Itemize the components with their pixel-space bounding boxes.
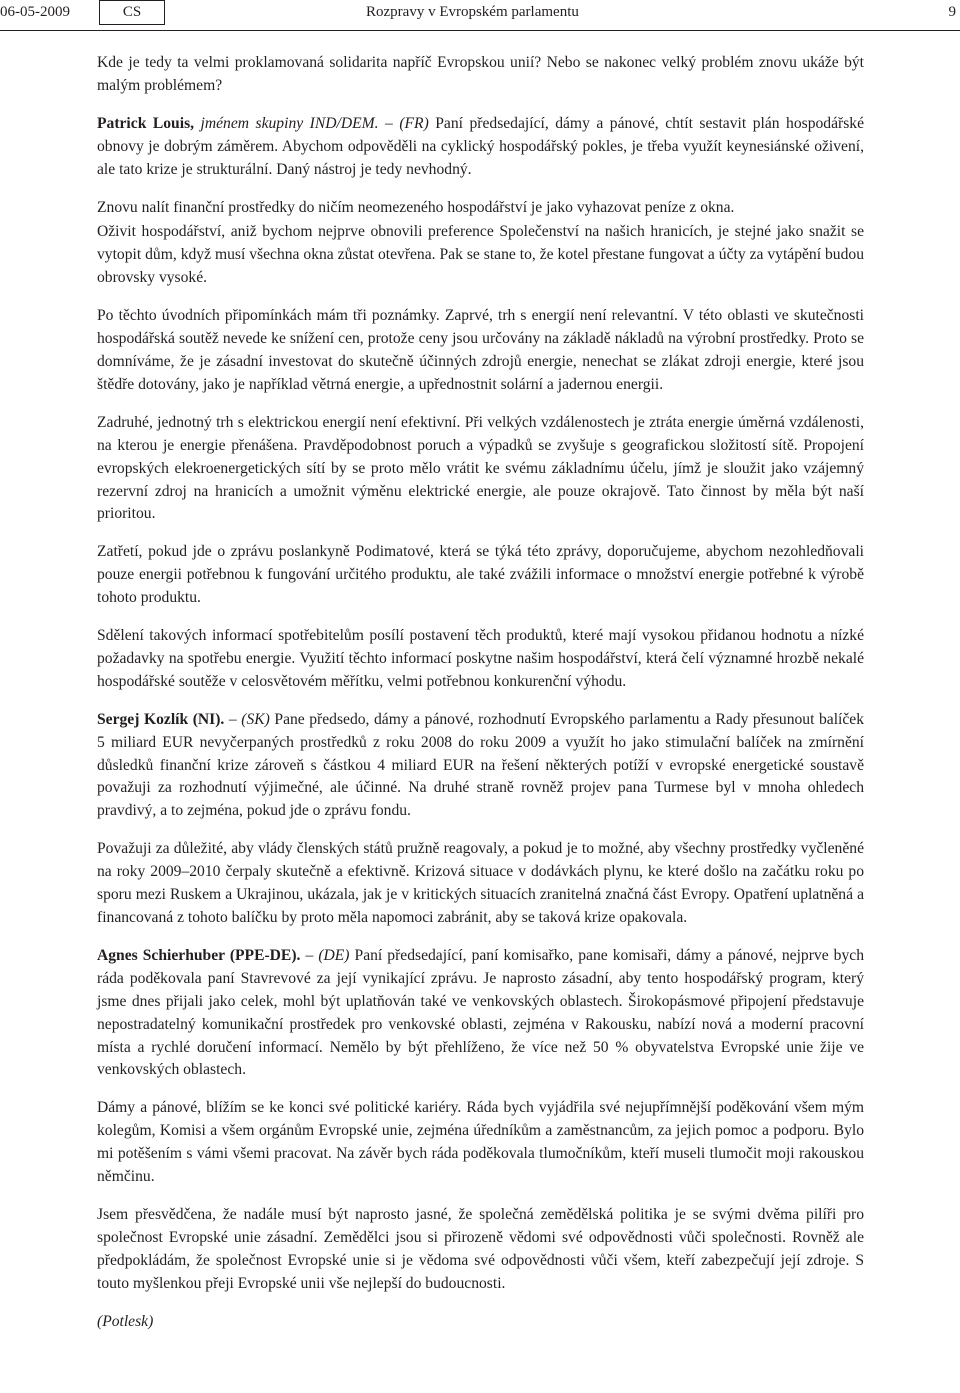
paragraph bbox=[97, 838, 864, 930]
page-number: 9 bbox=[948, 4, 956, 20]
paragraph bbox=[97, 305, 864, 397]
paragraph bbox=[97, 1204, 864, 1296]
speech-language: (DE) bbox=[318, 946, 350, 964]
paragraph-text: Zatřetí, pokud jde o zprávu poslankyně Podimatové, která se týká této zprávy, doporučujeme, abychom nezohledňovali pouze energii potřebnou k fungování určitého produktu, ale také zvážili informace o množství energie potřebné k výrobě tohoto produktu. bbox=[97, 543, 864, 607]
speech-dash: – bbox=[300, 946, 319, 964]
paragraph-text: Paní předsedající, dámy a pánové, chtít sestavit plán hospodářské obnovy je dobrým záměrem. Abychom odpověděli na cyklický hospodářský pokles, je třeba využít keynesiánské oživení, ale tato krize je strukturální. Daný nástroj je tedy nevhodný. bbox=[97, 114, 864, 178]
document-body bbox=[97, 52, 864, 1349]
paragraph bbox=[97, 197, 864, 220]
paragraph-text: Paní předsedající, paní komisařko, pane komisaři, dámy a pánové, nejprve bych ráda poděkovala paní Stavrevové za její vynikající zprávu. Je naprosto zásadní, aby tento hospodářský program, který jsme dnes přijali jako celek, mohl být uplatňován také ve venkovských oblastech. Širokopásmové připojení představuje nepostradatelný komunikační prostředek pro venkovské oblasti, zejména v Rakousku, nabízí nová a moderní pracovní místa a rychlé doručení informací. Nemělo by být přehlíženo, že více než 50 % obyvatelstva Evropské unie žije ve venkovských oblastech. bbox=[97, 946, 864, 1079]
speech-agnes-schierhuber bbox=[97, 945, 864, 1082]
speech-dash: – bbox=[224, 710, 242, 728]
paragraph bbox=[97, 412, 864, 527]
paragraph bbox=[97, 541, 864, 610]
speaker-name: Agnes Schierhuber (PPE-DE). bbox=[97, 946, 301, 964]
paragraph-text: Zadruhé, jednotný trh s elektrickou energií není efektivní. Při velkých vzdálenostech je ztráta energie úměrná vzdálenosti, na kterou je energie přenášena. Pravděpodobnost poruch a výpadků se zvyšuje s geografickou složitostí sítě. Propojení evropských elekroenergetických sítí by se proto mělo vrátit ke svému základnímu účelu, jímž je sloužit jako vzájemný rezervní zdroj na hranicích a umožnit výměnu elektrické energie, ale pouze okrajově. Tato činnost by měla být naší prioritou. bbox=[97, 413, 864, 523]
header-date: 06-05-2009 bbox=[0, 4, 70, 20]
paragraph-text: Jsem přesvědčena, že nadále musí být naprosto jasné, že společná zemědělská politika je se svými dvěma pilíři pro společnost Evropské unie zásadní. Zemědělci jsou si přirozeně vědomi své odpovědnosti vůči společnosti. Rovněž ale předpokládám, že společnost Evropské unie si je vědoma své odpovědnosti vůči všem, kteří zabezpečují její zdroje. S touto myšlenkou přeji Evropské unii vše nejlepší do budoucnosti. bbox=[97, 1205, 864, 1292]
paragraph-text: Sdělení takových informací spotřebitelům posílí postavení těch produktů, které mají vysokou přidanou hodnotu a nízké požadavky na spotřebu energie. Využití těchto informací poskytne našim hospodářství, která čelí významné hrozbě nekalé hospodářské soutěže v celosvětovém měřítku, velmi potřebnou konkurenční výhodu. bbox=[97, 627, 864, 690]
speaker-name: Patrick Louis, bbox=[97, 114, 195, 132]
paragraph bbox=[97, 221, 864, 290]
speech-sergej-kozlik bbox=[97, 709, 864, 824]
speaker-role: jménem skupiny IND/DEM. bbox=[200, 114, 379, 132]
speech-dash: – bbox=[378, 114, 400, 132]
header-divider bbox=[0, 30, 960, 31]
applause-note bbox=[97, 1311, 864, 1334]
speech-language: (FR) bbox=[399, 114, 429, 132]
paragraph-text: Pane předsedo, dámy a pánové, rozhodnutí Evropského parlamentu a Rady přesunout balíček 5 miliard EUR nevyčerpaných prostředků z roku 2008 do roku 2009 a využít ho jako stimulační balíček na zmírnění důsledků finanční krize zároveň s částkou 4 miliard EUR na řešení některých potíží v evropské energetické soustavě považuji za rozhodnutí výjimečné, ale účinné. Na druhé straně rovněž projev pana Turmese byl v mnoha ohledech pravdivý, a to zejména, pokud jde o zprávu fondu. bbox=[97, 710, 865, 820]
speech-patrick-louis bbox=[97, 113, 864, 182]
paragraph-text: Kde je tedy ta velmi proklamovaná solidarita napříč Evropskou unií? Nebo se nakonec velký problém znovu ukáže být malým problémem? bbox=[97, 54, 864, 94]
speaker-name: Sergej Kozlík (NI). bbox=[97, 710, 225, 728]
applause-text: (Potlesk) bbox=[97, 1312, 154, 1330]
header-title: Rozpravy v Evropském parlamentu bbox=[366, 4, 579, 20]
paragraph-text: Považuji za důležité, aby vlády členských států pružně reagovaly, a pokud je to možné, aby všechny prostředky vyčleněné na roky 2009–2010 čerpaly skutečně a efektivně. Krizová situace v dodávkách plynu, ke které došlo na začátku roku po sporu mezi Ruskem a Ukrajinou, ukázala, jak je v kritických situacích zranitelná značná část Evropy. Opatření uplatněná a financovaná z tohoto balíčku by proto měla napomoci zabránit, aby se taková krize opakovala. bbox=[97, 840, 864, 926]
language-badge: CS bbox=[99, 0, 165, 25]
paragraph bbox=[97, 1097, 864, 1189]
paragraph-text: Dámy a pánové, blížím se ke konci své politické kariéry. Ráda bych vyjádřila své nejupřímnější poděkování všem mým kolegům, Komisi a všem orgánům Evropské unie, zejména úředníkům a zaměstnancům, za jejich pomoc a podporu. Bylo mi potěšením s vámi všemi pracovat. Na závěr bych ráda poděkovala tlumočníkům, kteří museli tlumočit moji rakouskou němčinu. bbox=[97, 1099, 864, 1186]
paragraph-text: Znovu nalít finanční prostředky do ničím neomezeného hospodářství je jako vyhazovat peníze z okna. bbox=[97, 198, 735, 216]
paragraph bbox=[97, 625, 864, 694]
paragraph-text: Po těchto úvodních připomínkách mám tři poznámky. Zaprvé, trh s energií není relevantní. V této oblasti ve skutečnosti hospodářská soutěž nevede ke snížení cen, protože ceny jsou určovány na základě nákladů na výrobní prostředky. Proto se domníváme, že je zásadní investovat do skutečně účinných zdrojů energie, nenechat se zlákat zdroji energie, které jsou štědře dotovány, jako je například větrná energie, a upřednostnit solární a jadernou energii. bbox=[97, 307, 864, 393]
speech-language: (SK) bbox=[241, 710, 270, 728]
paragraph bbox=[97, 52, 864, 98]
paragraph-text: Oživit hospodářství, aniž bychom nejprve obnovili preference Společenství na našich hranicích, je stejné jako snažit se vytopit dům, když musí všechna okna zůstat otevřena. Pak se stane to, že kotel přestane fungovat a účty za vytápění budou obrovsky vysoké. bbox=[97, 223, 864, 287]
page-header bbox=[0, 0, 960, 36]
